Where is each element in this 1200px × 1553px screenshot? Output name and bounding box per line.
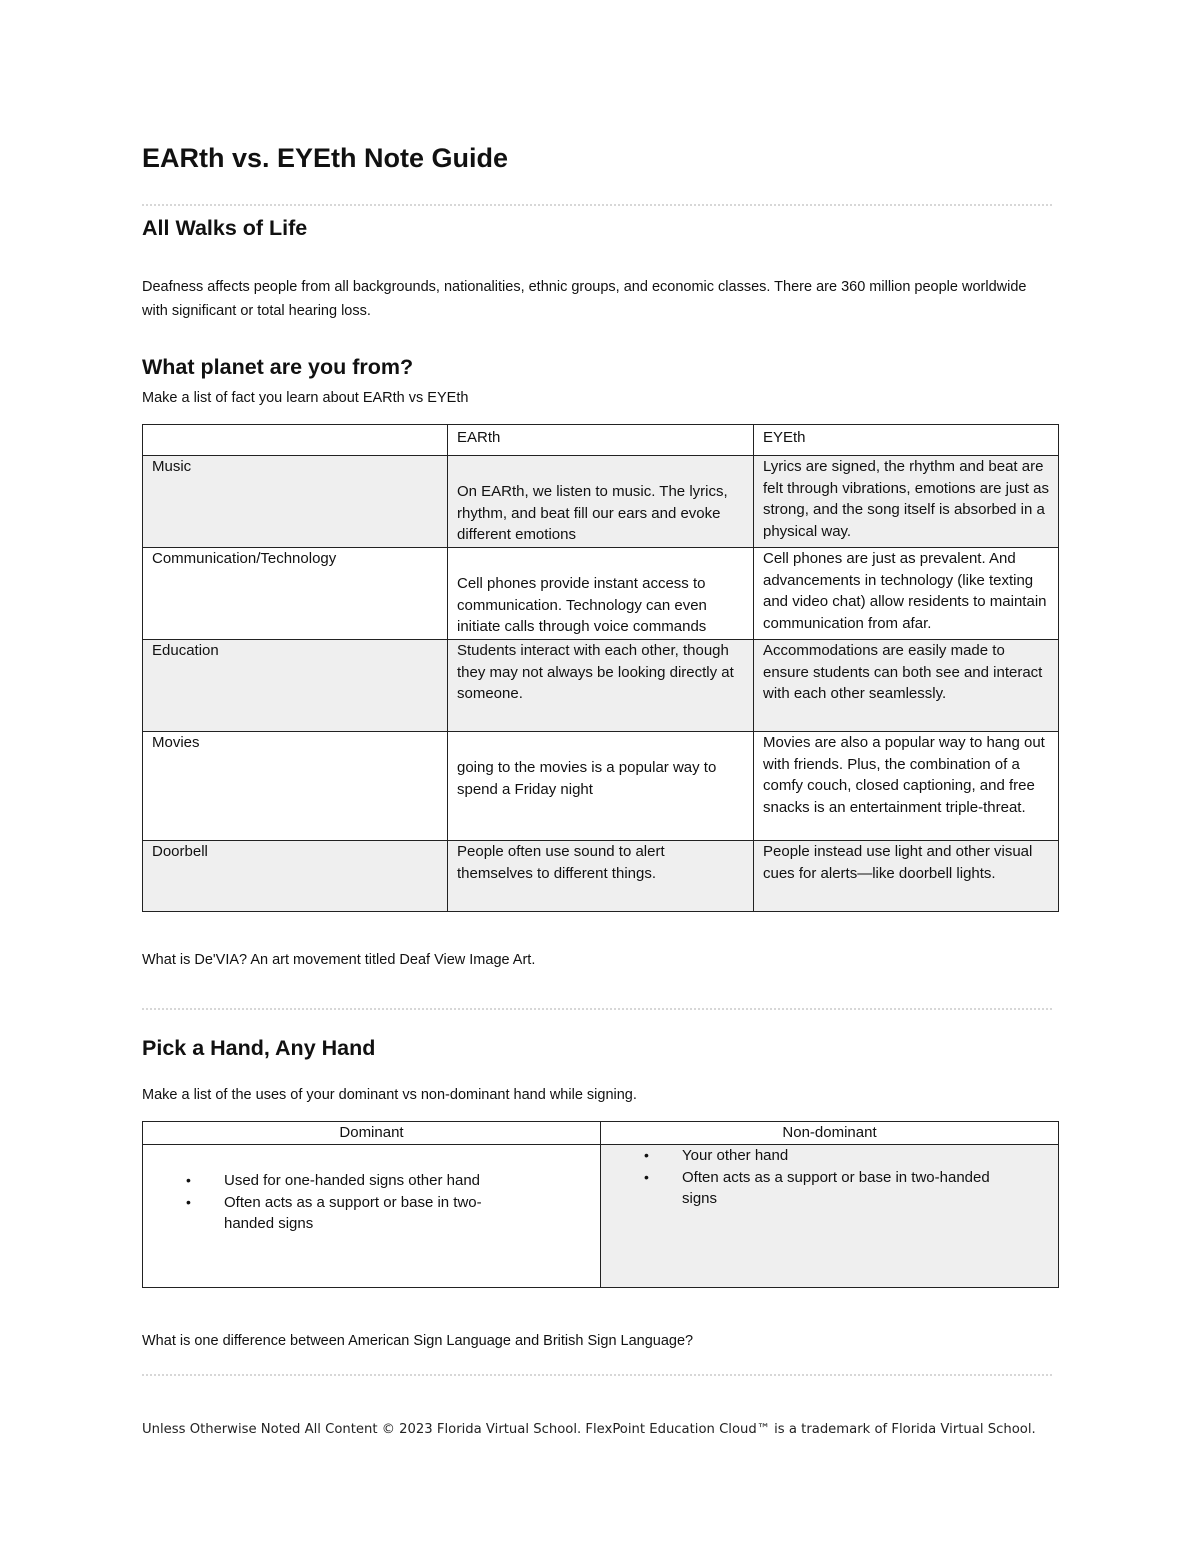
row-earth-text: Cell phones provide instant access to communication. Technology can even initiate calls through voice commands (457, 575, 707, 635)
row-earth-text: On EARth, we listen to music. The lyrics, rhythm, and beat fill our ears and evoke different emotions (457, 483, 728, 543)
section-heading-planet: What planet are you from? (142, 355, 414, 379)
hand-header-dominant: Dominant (143, 1122, 601, 1145)
table-row (143, 456, 1059, 548)
row-eyeth: Movies are also a popular way to hang out with friends. Plus, the combination of a comfy couch, closed captioning, and free snacks is an entertainment triple-threat. (754, 732, 1059, 841)
row-topic: Education (143, 640, 448, 732)
row-earth: Students interact with each other, though they may not always be looking directly at someone. (448, 640, 754, 732)
table-header-eyeth: EYEth (754, 425, 1059, 456)
table-header-row (143, 425, 1059, 456)
non-dominant-cell (601, 1145, 1059, 1288)
non-dominant-list (610, 1145, 1002, 1210)
table-row (143, 841, 1059, 912)
row-eyeth: Cell phones are just as prevalent. And advancements in technology (like texting and video chat) allow residents to maintain communication from afar. (754, 548, 1059, 640)
dominant-cell (143, 1145, 601, 1288)
list-item: • Your other hand (682, 1145, 1002, 1167)
table-row (143, 548, 1059, 640)
list-item: • Often acts as a support or base in two-handed signs (682, 1167, 1002, 1210)
instruction-planet: Make a list of fact you learn about EARth vs EYEth (142, 390, 469, 406)
row-earth: People often use sound to alert themselves to different things. (448, 841, 754, 912)
dominant-list (152, 1170, 524, 1235)
list-item: • Often acts as a support or base in two-handed signs (224, 1192, 524, 1235)
row-earth (448, 732, 754, 841)
row-eyeth: Accommodations are easily made to ensure students can both see and interact with each other seamlessly. (754, 640, 1059, 732)
instruction-hand: Make a list of the uses of your dominant vs non-dominant hand while signing. (142, 1087, 637, 1103)
divider (142, 1374, 1052, 1376)
divider (142, 204, 1052, 206)
row-earth (448, 548, 754, 640)
table-row (143, 640, 1059, 732)
hand-header-non-dominant: Non-dominant (601, 1122, 1059, 1145)
hand-table (142, 1121, 1059, 1288)
table-header-earth: EARth (448, 425, 754, 456)
table-header-topic (143, 425, 448, 456)
section-heading-hand: Pick a Hand, Any Hand (142, 1036, 376, 1060)
row-eyeth: People instead use light and other visual cues for alerts—like doorbell lights. (754, 841, 1059, 912)
row-earth (448, 456, 754, 548)
hand-table-row (143, 1145, 1059, 1288)
row-earth-text: going to the movies is a popular way to spend a Friday night (457, 759, 717, 798)
sign-language-question: What is one difference between American Sign Language and British Sign Language? (142, 1333, 694, 1349)
earth-eyeth-table (142, 424, 1059, 912)
copyright-footer: Unless Otherwise Noted All Content © 2023 Florida Virtual School. FlexPoint Education Cloud™ is a trademark of Florida Virtual School. (142, 1422, 1036, 1437)
section-body-all-walks: Deafness affects people from all backgrounds, nationalities, ethnic groups, and economic classes. There are 360 million people worldwide with significant or total hearing loss. (142, 279, 1027, 319)
devia-answer: What is De'VIA? An art movement titled Deaf View Image Art. (142, 952, 536, 968)
divider (142, 1008, 1052, 1010)
row-topic: Communication/Technology (143, 548, 448, 640)
hand-table-header-row (143, 1122, 1059, 1145)
page-title: EARth vs. EYEth Note Guide (142, 143, 509, 173)
table-row (143, 732, 1059, 841)
row-topic: Music (143, 456, 448, 548)
section-heading-all-walks: All Walks of Life (142, 216, 308, 240)
row-eyeth: Lyrics are signed, the rhythm and beat are felt through vibrations, emotions are just as strong, and the song itself is absorbed in a physical way. (754, 456, 1059, 548)
row-topic: Movies (143, 732, 448, 841)
row-topic: Doorbell (143, 841, 448, 912)
list-item: • Used for one-handed signs other hand (224, 1170, 524, 1192)
